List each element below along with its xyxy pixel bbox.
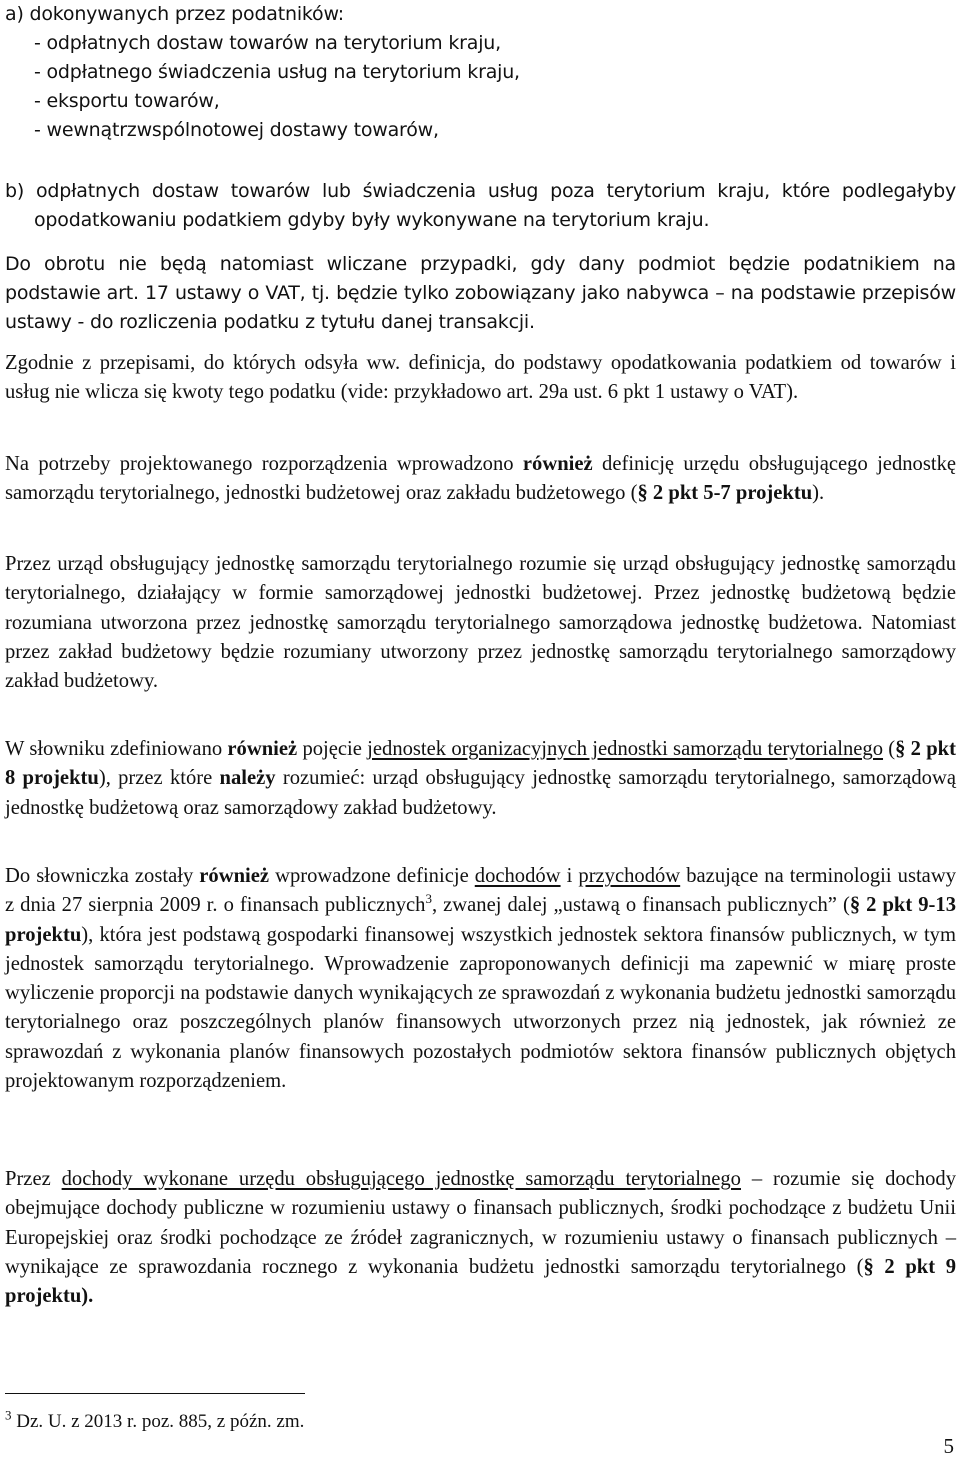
paragraph-zgodnie: Zgodnie z przepisami, do których odsyła ww. definicja, do podstawy opodatkowania podatkiem od towarów i usług nie wlicza się kwoty tego podatku (vide: przykładowo art. 29a ust. 6 pkt 1 ustawy o VAT).: [5, 352, 956, 404]
footnote-separator: [5, 1393, 305, 1394]
underlined-term: jednostek organizacyjnych jednostki samorządu terytorialnego: [367, 738, 884, 760]
section-symbol: §: [849, 894, 861, 917]
bold-run: 2 pkt 5-7 projektu: [647, 482, 813, 505]
text-run: (: [883, 738, 896, 760]
paragraph-potrzeby: [5, 450, 956, 509]
bold-run: 2 pkt 9 projektu).: [5, 1255, 956, 1308]
footnote-number: 3: [5, 1407, 12, 1423]
list-b: b) odpłatnych dostaw towarów lub świadczenia usług poza terytorium kraju, które podlegałyby opodatkowaniu podatkiem gdyby były wykonywane na terytorium kraju.: [5, 180, 956, 231]
underlined-term: dochodów: [474, 865, 561, 887]
text-run: ), która jest podstawą gospodarki finansowej wszystkich jednostek sektora finansów publicznych, w tym jednostek samorządu terytorialnego. Wprowadzenie zaproponowanych definicji ma zapewnić w miarę proste wyliczenie proporcji na podstawie danych wynikających ze sprawozdań z wykonania budżetu jednostki samorządu terytorialnego oraz poszczególnych planów finansowych utworzonych przez nią jednostek, jak również ze sprawozdań z wykonania planów finansowych pozostałych podmiotów sektora finansów publicznych objętych projektowanym rozporządzeniem.: [5, 923, 956, 1093]
text-run: rozumieć: urząd obsługujący jednostkę samorządu terytorialnego, samorządową jednostkę budżetową oraz samorządowy zakład budżetowy.: [5, 767, 956, 819]
text-run: bazujące na terminologii ustawy z dnia 27 sierpnia 2009 r. o finansach publicznych: [5, 865, 956, 917]
footnote-ref: 3: [425, 891, 432, 907]
paragraph-urzad: Przez urząd obsługujący jednostkę samorządu terytorialnego rozumie się urząd obsługujący jednostkę samorządu terytorialnego, działający w formie samorządowej jednostki budżetowej. Przez jednostkę budżetową będzie rozumiana utworzona przez jednostkę samorządu terytorialnego samorządowa jednostkę budżetowa. Natomiast przez zakład budżetowy będzie rozumiany utworzony przez jednostkę samorządu terytorialnego samorządowy zakład budżetowy.: [5, 553, 956, 693]
text-run: – rozumie się dochody obejmujące dochody publiczne w rozumieniu ustawy o finansach publicznych, środki pochodzące z budżetu Unii Europejskiej oraz środki pochodzące ze źródeł zagranicznych, w rozumieniu ustawy o finansach publicznych – wynikające ze sprawozdania rocznego z wykonania budżetu jednostki samorządu terytorialnego (: [5, 1168, 957, 1278]
paragraph-dochody: [5, 1165, 956, 1311]
underlined-term: przychodów: [578, 865, 681, 887]
bold-run: 2 pkt 8 projektu: [5, 738, 956, 790]
text-run: i: [560, 865, 579, 887]
bold-run: należy: [219, 767, 276, 790]
bold-run: również: [227, 738, 298, 760]
footnote-text: Dz. U. z 2013 r. poz. 885, z późn. zm.: [11, 1411, 305, 1432]
list-item: - eksportu towarów,: [34, 90, 220, 112]
section-symbol: §: [895, 738, 906, 760]
text-run: , zwanej dalej „ustawą o finansach publicznych” (: [431, 894, 850, 917]
text-run: ).: [812, 482, 825, 505]
text-run: definicję urzędu obsługującego jednostkę samorządu terytorialnego, jednostki budżetowej oraz zakładu budżetowego (: [5, 453, 957, 505]
bold-run: również: [522, 453, 593, 475]
paragraph-obrot: Do obrotu nie będą natomiast wliczane przypadki, gdy dany podmiot będzie podatnikiem na podstawie art. 17 ustawy o VAT, tj. będzie tylko zobowiązany jako nabywca – na podstawie przepisów ustawy - do rozliczenia podatku z tytułu danej transakcji.: [5, 253, 956, 333]
section-symbol: §: [637, 482, 648, 505]
text-run: Przez: [5, 1168, 62, 1190]
list-item: - odpłatnych dostaw towarów na terytorium kraju,: [34, 32, 501, 54]
list-item: - odpłatnego świadczenia usług na terytorium kraju,: [34, 61, 520, 83]
text-run: W słowniku zdefiniowano: [5, 738, 228, 760]
text-run: ), przez które: [98, 767, 220, 790]
paragraph-slowniczka: [5, 862, 956, 1096]
text-run: wprowadzone definicje: [269, 865, 475, 887]
list-item: - wewnątrzwspólnotowej dostawy towarów,: [34, 119, 439, 141]
text-run: pojęcie: [297, 738, 368, 760]
bold-run: również: [199, 865, 270, 887]
text-run: Do słowniczka zostały: [5, 865, 200, 887]
bold-run: 2 pkt 9-13 projektu: [5, 894, 956, 946]
underlined-term: dochody wykonane urzędu obsługującego jednostkę samorządu terytorialnego: [61, 1168, 741, 1190]
list-a: [5, 0, 956, 145]
paragraph-slownik: [5, 735, 956, 823]
page-number: 5: [943, 1434, 954, 1458]
list-a-heading: a) dokonywanych przez podatników:: [5, 3, 344, 25]
text-run: Na potrzeby projektowanego rozporządzenia wprowadzono: [5, 453, 523, 475]
footnote: [5, 1407, 305, 1434]
section-symbol: §: [863, 1255, 874, 1278]
